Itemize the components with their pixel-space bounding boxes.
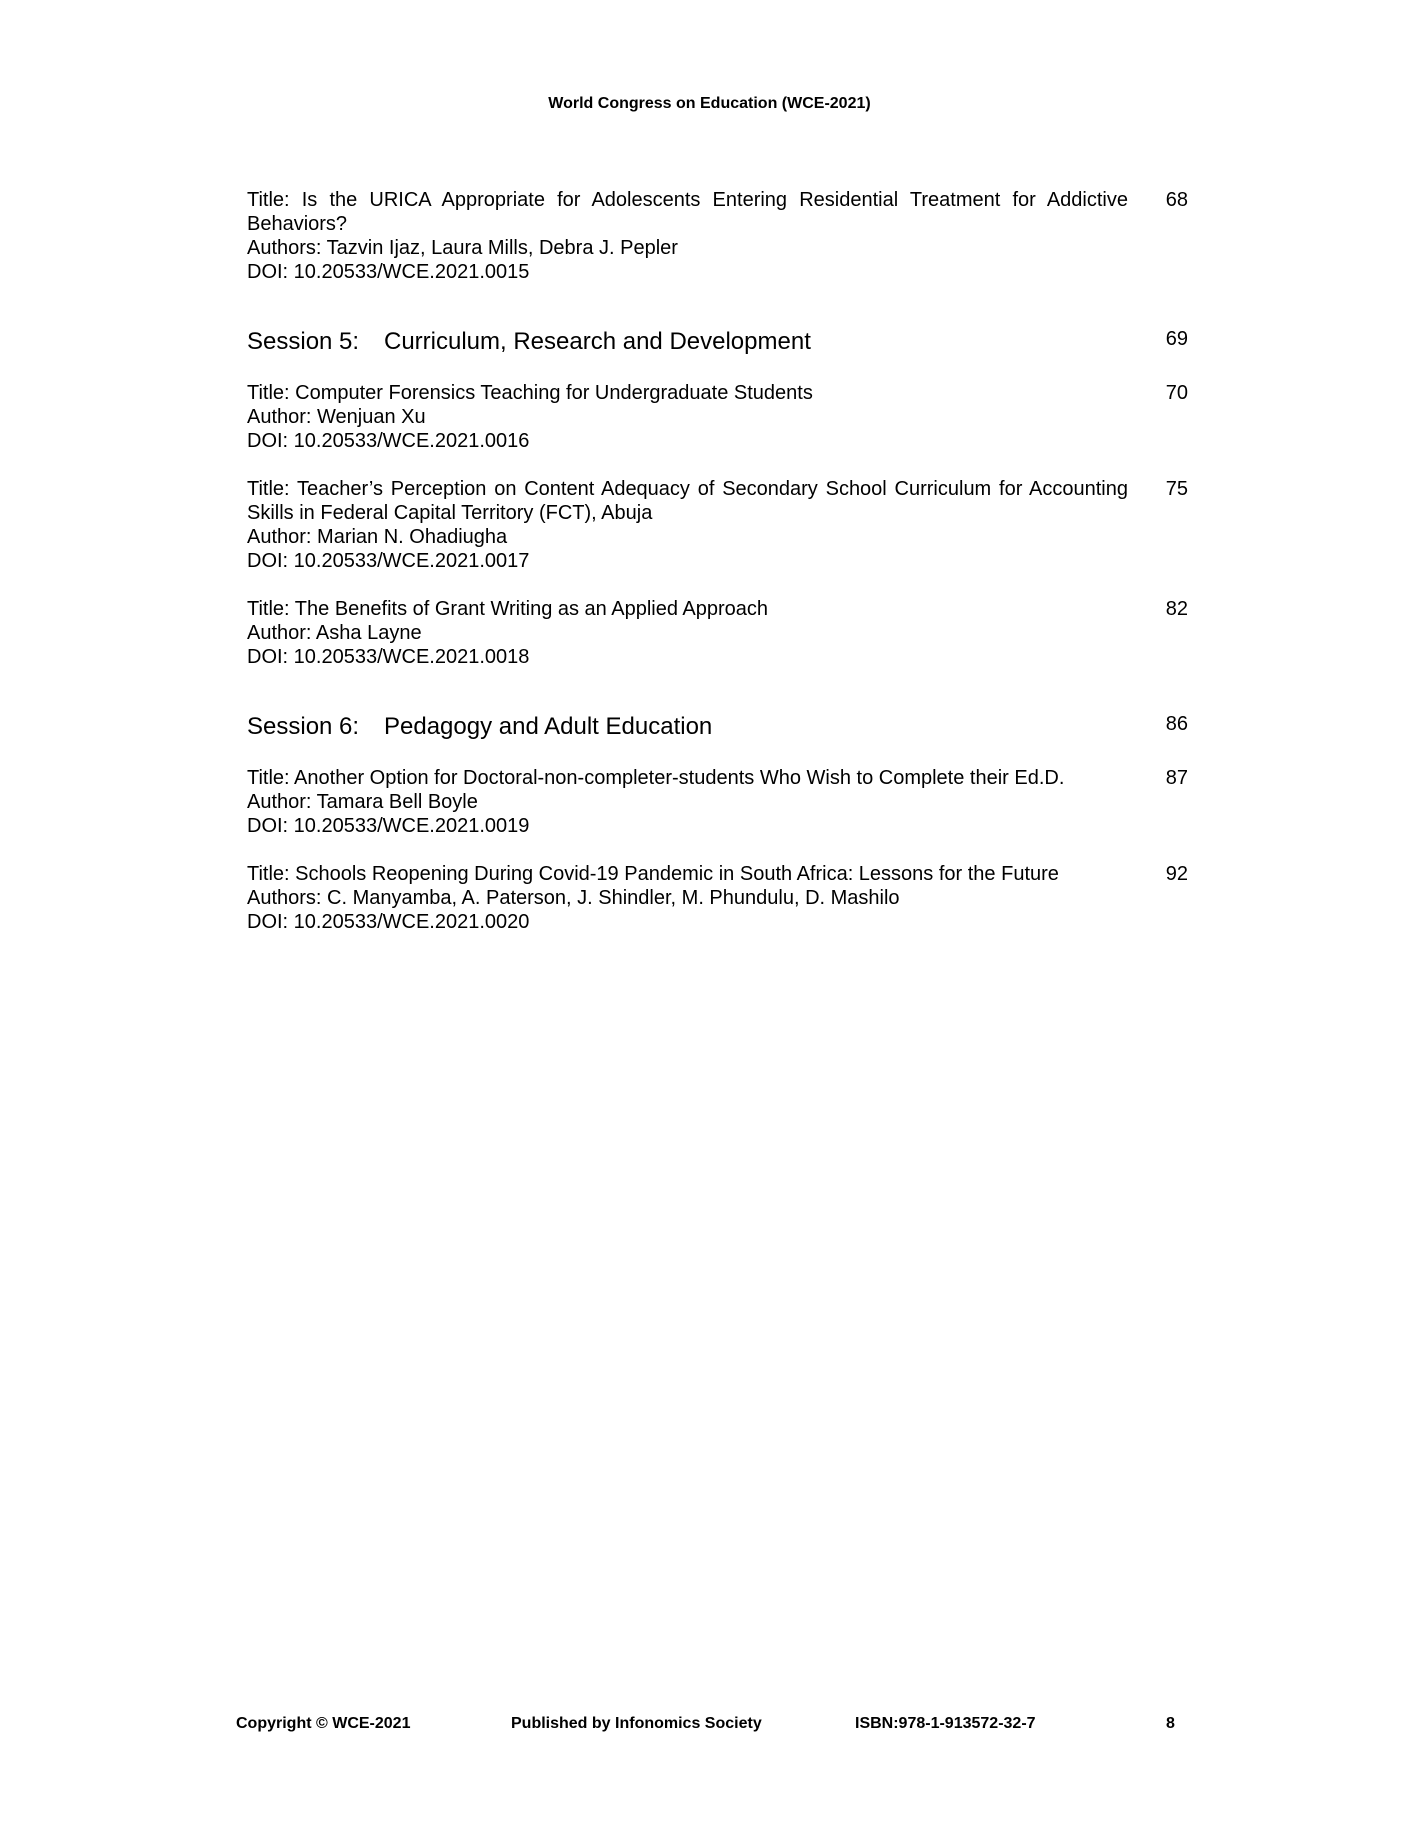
session-page-number: 86 [1165, 713, 1188, 735]
entry-doi: DOI: 10.20533/WCE.2021.0015 [247, 261, 530, 283]
entry-doi: DOI: 10.20533/WCE.2021.0020 [247, 911, 530, 933]
toc-entry [247, 381, 1188, 453]
entry-doi: DOI: 10.20533/WCE.2021.0017 [247, 550, 530, 572]
session-label: Session 5: [247, 328, 360, 355]
session-page-number: 69 [1165, 328, 1188, 350]
entry-doi: DOI: 10.20533/WCE.2021.0016 [247, 430, 530, 452]
entry-page-number: 92 [1165, 863, 1188, 885]
session-name: Pedagogy and Adult Education [384, 713, 713, 740]
entry-doi: DOI: 10.20533/WCE.2021.0019 [247, 815, 530, 837]
entry-authors: Author: Asha Layne [247, 622, 422, 644]
entry-authors: Authors: Tazvin Ijaz, Laura Mills, Debra J. Pepler [247, 237, 678, 259]
session-name: Curriculum, Research and Development [384, 328, 811, 355]
entry-authors: Author: Tamara Bell Boyle [247, 791, 478, 813]
entry-doi: DOI: 10.20533/WCE.2021.0018 [247, 646, 530, 668]
entry-title: Title: Is the URICA Appropriate for Adolescents Entering Residential Treatment for Addictive Behaviors? [247, 189, 1128, 235]
toc-entry [247, 597, 1188, 669]
footer-isbn: ISBN:978-1-913572-32-7 [855, 1715, 1036, 1732]
entry-title: Title: Teacher’s Perception on Content Adequacy of Secondary School Curriculum for Accounting Skills in Federal Capital Territory (FCT), Abuja [247, 478, 1128, 524]
session-heading-6 [247, 712, 1188, 742]
footer-copyright: Copyright © WCE-2021 [236, 1715, 411, 1732]
footer-page-number: 8 [1166, 1715, 1175, 1732]
footer-publisher: Published by Infonomics Society [511, 1715, 762, 1732]
session-label: Session 6: [247, 713, 360, 740]
page-header [0, 94, 1419, 114]
toc-entry [247, 477, 1188, 573]
entry-page-number: 82 [1165, 598, 1188, 620]
entry-authors: Author: Marian N. Ohadiugha [247, 526, 508, 548]
session-heading-5 [247, 327, 1188, 357]
entry-authors: Authors: C. Manyamba, A. Paterson, J. Shindler, M. Phundulu, D. Mashilo [247, 887, 900, 909]
entry-authors: Author: Wenjuan Xu [247, 406, 426, 428]
entry-page-number: 87 [1165, 767, 1188, 789]
entry-title: Title: The Benefits of Grant Writing as an Applied Approach [247, 598, 769, 620]
entry-title: Title: Another Option for Doctoral-non-completer-students Who Wish to Complete their Ed.D. [247, 767, 1065, 789]
entry-page-number: 75 [1165, 478, 1188, 500]
table-of-contents [247, 188, 1188, 934]
entry-title: Title: Computer Forensics Teaching for Undergraduate Students [247, 382, 813, 404]
entry-title: Title: Schools Reopening During Covid-19 Pandemic in South Africa: Lessons for the Future [247, 863, 1059, 885]
toc-entry [247, 862, 1188, 934]
entry-page-number: 68 [1165, 189, 1188, 211]
toc-entry [247, 766, 1188, 838]
entry-page-number: 70 [1165, 382, 1188, 404]
conference-title: World Congress on Education (WCE-2021) [548, 95, 871, 112]
toc-entry [247, 188, 1188, 284]
